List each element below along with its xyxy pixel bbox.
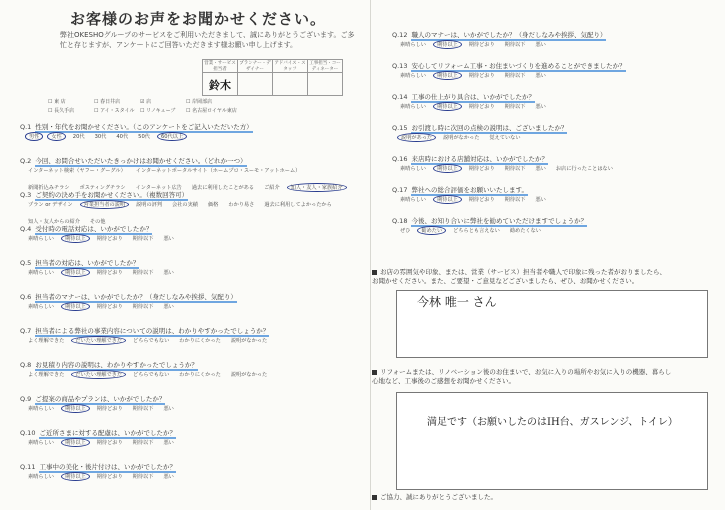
answer-option[interactable]: 期待以下 [504, 73, 526, 79]
question-text: 受付時の電話対応は、いかがでしたか？ [35, 225, 153, 233]
question-number: Q.13 [392, 62, 408, 70]
answer-option[interactable]: 期待どおり [468, 104, 495, 110]
question-q6 [20, 292, 237, 301]
answer-option[interactable]: 覚えていない [489, 135, 521, 141]
question-number: Q.18 [392, 217, 408, 225]
answer-option[interactable]: 悪い [535, 42, 546, 48]
store-option[interactable]: ☐ 長久手店 [48, 108, 75, 114]
answer-option[interactable]: 勧めたい [417, 226, 446, 235]
answer-options [28, 133, 184, 140]
answer-option[interactable]: 素晴らしい [28, 304, 54, 310]
answer-option[interactable]: 期待以下 [504, 42, 526, 48]
question-q11 [20, 462, 176, 471]
question-number: Q.16 [392, 155, 408, 163]
answer-option[interactable]: 期待どおり [96, 304, 123, 310]
answer-option[interactable]: わかり易さ [228, 202, 255, 208]
question-text: 来店時における店舗対応は、いかがでしたか？ [411, 155, 548, 163]
answer-option[interactable]: だいたい理解できた [71, 336, 126, 345]
answer-option[interactable]: 会社の実績 [172, 202, 198, 208]
answer-options [28, 201, 348, 225]
answer-options [28, 371, 267, 378]
question-q7 [20, 326, 269, 335]
answer-option[interactable]: 期待どおり [468, 166, 495, 172]
answer-option[interactable]: 営業担当者の説明 [80, 200, 130, 209]
answer-option[interactable]: 期待以下 [132, 474, 154, 480]
answer-option[interactable]: 50代 [138, 134, 150, 140]
question-q5 [20, 258, 139, 267]
answer-option[interactable]: ご紹介 [264, 185, 280, 191]
staff-header-planner: プランナー・デザイナー [239, 61, 271, 72]
answer-option[interactable]: 素晴らしい [400, 73, 426, 79]
answer-option[interactable]: 悪い [163, 304, 174, 310]
question-q9 [20, 394, 165, 403]
answer-option[interactable]: 素晴らしい [28, 474, 54, 480]
answer-option[interactable]: 期待以下 [132, 270, 154, 276]
question-q2 [20, 156, 247, 165]
answer-options [28, 337, 267, 344]
answer-option[interactable]: 価格 [207, 202, 219, 208]
answer-option[interactable]: 悪い [163, 440, 174, 446]
answer-option[interactable]: よく理解できた [28, 338, 65, 344]
answer-option[interactable]: 期待以上 [433, 164, 462, 173]
store-option[interactable]: ☐ 東 店 [48, 99, 66, 105]
question-text: 弊社への総合評価をお願いいたします。 [411, 186, 528, 194]
question-text: 安心してリフォーム工事・お住まいづくりを進めることができましたか？ [411, 62, 626, 70]
answer-options [28, 269, 174, 276]
answer-option[interactable]: 過去に利用したことがある [191, 185, 255, 191]
answer-option[interactable]: プラン or デザイン [28, 202, 73, 208]
answer-option[interactable]: 期待以上 [61, 472, 90, 481]
store-option[interactable]: ☐ 名古屋ロイヤル東店 [186, 108, 237, 114]
answer-options [400, 227, 541, 234]
answer-options [400, 165, 613, 172]
answer-option[interactable]: 悪い [163, 406, 174, 412]
answer-option[interactable]: 知人・友人からの紹介 [28, 219, 80, 225]
answer-option[interactable]: 素晴らしい [400, 197, 426, 203]
staff-header-sales: 営業・サービス担当者 [204, 61, 236, 72]
answer-option[interactable]: 悪い [163, 236, 174, 242]
answer-option[interactable]: 悪い [535, 166, 546, 172]
question-q3 [20, 190, 188, 199]
answer-option[interactable]: 期待どおり [96, 474, 123, 480]
comment2-box[interactable] [396, 392, 708, 490]
answer-option[interactable]: 素晴らしい [28, 440, 54, 446]
answer-option[interactable]: 60代以上 [157, 132, 187, 141]
answer-options [400, 41, 546, 48]
answer-options [400, 196, 546, 203]
answer-option[interactable]: 説明がなかった [230, 338, 268, 344]
page-title: お客様のお声をお聞かせください。 [70, 10, 327, 28]
comment1-handwriting: 今林 唯一 さん [417, 295, 497, 309]
answer-option[interactable]: 期待どおり [468, 197, 495, 203]
comment1-heading: お店の雰囲気や印象、または、営業（サービス）担当者や職人で印象に残った者がおりましたら、お聞かせください。また、ご要望・ご意見などございましたら、ぜひ、お聞かせください。 [372, 268, 666, 285]
answer-options [28, 439, 174, 446]
answer-options [28, 167, 348, 191]
answer-option[interactable]: お店に行ったことはない [555, 166, 613, 172]
question-text: 担当者による弊社の事業内容についての説明は、わかりやすかったでしょうか？ [35, 327, 270, 335]
answer-option[interactable]: 新聞折込みチラシ [28, 185, 70, 191]
question-number: Q.10 [20, 429, 36, 437]
intro-text: 弊社OKESHOグループのサービスをご利用いただきまして、誠にありがとうございます。ご多忙と存じますが、アンケートにご回答いただきます様お願い申し上げます。 [60, 31, 355, 49]
answer-option[interactable]: 期待以上 [433, 71, 462, 80]
answer-option[interactable]: 期待以上 [433, 102, 462, 111]
answer-option[interactable]: 期待どおり [96, 270, 123, 276]
answer-option[interactable]: インターネットポータルサイト（ホームプロ・スーモ・アットホーム） [135, 168, 301, 174]
answer-option[interactable]: わかりにくかった [179, 372, 221, 378]
question-q15 [392, 123, 567, 132]
answer-option[interactable]: 30代 [94, 134, 107, 140]
store-checkboxes [48, 97, 237, 115]
store-option[interactable]: ☐ 春日井店 [94, 99, 121, 105]
question-number: Q.7 [20, 327, 32, 335]
answer-option[interactable]: 期待以下 [132, 304, 154, 310]
answer-options [400, 103, 546, 110]
question-q12 [392, 30, 606, 39]
question-text: ご契約の決め手をお聞かせください。（複数回答可） [35, 191, 189, 199]
answer-option[interactable]: 素晴らしい [400, 166, 426, 172]
footer-thanks: ご協力、誠にありがとうございました。 [372, 492, 497, 501]
answer-option[interactable]: ポスティングチラシ [79, 185, 126, 191]
answer-option[interactable]: 期待どおり [96, 236, 123, 242]
answer-options [400, 72, 546, 79]
answer-option[interactable]: 過去に利用してよかったから [264, 202, 332, 208]
answer-option[interactable]: 知人・友人・家族紹介 [287, 183, 347, 192]
question-text: お見積り内容の説明は、わかりやすかったでしょうか？ [35, 361, 198, 369]
answer-option[interactable]: 期待以下 [132, 440, 154, 446]
comment2-handwriting: 満足です（お願いしたのはIH台、ガスレンジ、トイレ） [427, 417, 678, 428]
answer-option[interactable]: 説明があった [397, 133, 436, 142]
answer-option[interactable]: 期待以上 [61, 234, 90, 243]
question-text: お引渡し時に次回の点検の説明は、ございましたか？ [411, 124, 568, 132]
question-text: 今後、お知り合いに弊社を勧めていただけますでしょうか？ [411, 217, 588, 225]
question-number: Q.9 [20, 395, 32, 403]
answer-option[interactable]: 素晴らしい [400, 42, 426, 48]
answer-option[interactable]: 説明の評判 [136, 202, 163, 208]
answer-options [400, 134, 521, 141]
answer-option[interactable]: 勧めたくない [509, 228, 541, 234]
answer-option[interactable]: だいたい理解できた [71, 370, 126, 379]
staff-header-advisor: アドバイス・スタッフ [274, 61, 306, 72]
question-text: 職人のマナーは、いかがでしたか？（身だしなみや挨拶、気配り） [411, 31, 607, 39]
staff-sig-construction[interactable] [308, 73, 343, 96]
answer-option[interactable]: 悪い [535, 73, 546, 79]
answer-option[interactable]: 期待どおり [468, 42, 495, 48]
question-number: Q.4 [20, 225, 32, 233]
answer-option[interactable]: 女性 [47, 132, 65, 141]
answer-option[interactable]: 期待以下 [504, 104, 526, 110]
staff-header-construction: 工事担当・コーディネーター [309, 61, 341, 72]
answer-option[interactable]: 期待以上 [61, 404, 90, 413]
answer-options [28, 473, 174, 480]
answer-option[interactable]: 悪い [535, 197, 546, 203]
answer-option[interactable]: その他 [89, 219, 106, 225]
question-q10 [20, 428, 176, 437]
question-text: ご提案の商品やプランは、いかがでしたか？ [35, 395, 166, 403]
page-fold-line [370, 0, 371, 510]
question-q17 [392, 185, 528, 194]
answer-option[interactable]: 期待以上 [61, 302, 90, 311]
answer-option[interactable]: 期待どおり [96, 440, 123, 446]
answer-option[interactable]: 素晴らしい [28, 406, 54, 412]
answer-option[interactable]: どちらとも言えない [453, 228, 500, 234]
question-number: Q.15 [392, 124, 408, 132]
bullet-square-icon [372, 370, 377, 375]
question-text: 担当者の対応は、いかがでしたか？ [35, 259, 140, 267]
question-number: Q.6 [20, 293, 32, 301]
comment2-heading: リフォームまたは、リノベーション後のお住まいで、お気に入りの場所やお気に入りの機器、暮らし心地など、工事後のご感想をお聞かせください。 [372, 368, 672, 385]
answer-option[interactable]: わかりにくかった [179, 338, 221, 344]
question-number: Q.8 [20, 361, 32, 369]
question-q16 [392, 154, 548, 163]
answer-option[interactable]: 素晴らしい [28, 270, 54, 276]
question-number: Q.1 [20, 123, 32, 131]
staff-signature-table [202, 59, 343, 96]
question-text: 担当者のマナーは、いかがでしたか？（身だしなみや挨拶、気配り） [35, 293, 237, 301]
store-option[interactable]: ☐ 岸岡部店 [186, 99, 213, 105]
question-q13 [392, 61, 626, 70]
bullet-square-icon [372, 495, 377, 500]
answer-option[interactable]: 期待以上 [433, 195, 462, 204]
answer-option[interactable]: よく理解できた [28, 372, 65, 378]
answer-option[interactable]: 期待どおり [468, 73, 495, 79]
signature-stamp: 鈴木 [209, 79, 231, 92]
answer-option[interactable]: 20代 [72, 134, 85, 140]
answer-options [28, 405, 174, 412]
answer-option[interactable]: 説明がなかった [443, 135, 480, 141]
question-number: Q.14 [392, 93, 408, 101]
staff-sig-planner[interactable] [238, 73, 273, 96]
staff-sig-advisor[interactable] [273, 73, 308, 96]
answer-option[interactable]: 期待以下 [132, 406, 154, 412]
answer-option[interactable]: どちらでもない [133, 338, 170, 344]
answer-option[interactable]: 期待以下 [504, 166, 526, 172]
question-number: Q.11 [20, 463, 36, 471]
question-q8 [20, 360, 198, 369]
question-q14 [392, 92, 535, 101]
question-number: Q.2 [20, 157, 32, 165]
staff-sig-sales[interactable] [203, 73, 238, 96]
answer-option[interactable]: ぜひ [400, 228, 411, 234]
store-option[interactable]: ☐ アイ・スタイル [94, 108, 135, 114]
answer-option[interactable]: 説明がなかった [230, 372, 268, 378]
store-option[interactable]: ☑ 店 [140, 99, 152, 105]
answer-option[interactable]: 悪い [535, 104, 546, 110]
answer-option[interactable]: 素晴らしい [28, 236, 54, 242]
question-number: Q.3 [20, 191, 32, 199]
answer-options [28, 235, 174, 242]
question-q18 [392, 216, 587, 225]
question-text: 工事の仕上がり具合は、いかがでしたか？ [411, 93, 535, 101]
answer-option[interactable]: 40代 [116, 134, 129, 140]
question-text: 工事中の美化・後片付けは、いかがでしたか？ [39, 463, 176, 471]
answer-option[interactable]: 期待以下 [504, 197, 526, 203]
answer-option[interactable]: 期待以上 [61, 438, 90, 447]
store-option[interactable]: ☐ リノキューブ [140, 108, 176, 114]
question-number: Q.12 [392, 31, 408, 39]
answer-option[interactable]: 男性 [25, 132, 43, 141]
question-text: 性別・年代をお聞かせください。（このアンケートをご記入いただいた方） [35, 123, 253, 131]
answer-option[interactable]: 期待どおり [96, 406, 123, 412]
question-number: Q.5 [20, 259, 32, 267]
answer-option[interactable]: インターネット広告 [135, 185, 182, 191]
bullet-square-icon [372, 270, 377, 275]
answer-option[interactable]: 期待以下 [132, 236, 154, 242]
answer-options [28, 303, 174, 310]
question-number: Q.17 [392, 186, 408, 194]
answer-option[interactable]: 悪い [163, 270, 174, 276]
answer-option[interactable]: インターネット検索（ヤフー・グーグル） [28, 168, 126, 174]
question-q4 [20, 224, 152, 233]
answer-option[interactable]: どちらでもない [133, 372, 170, 378]
answer-option[interactable]: 期待以上 [433, 40, 462, 49]
question-text: ご近所さまに対する配慮は、いかがでしたか？ [39, 429, 176, 437]
answer-option[interactable]: 素晴らしい [400, 104, 426, 110]
answer-option[interactable]: 期待以上 [61, 268, 90, 277]
comment1-box[interactable] [396, 290, 708, 358]
question-text: 今回、お問合せいただいたきっかけはお聞かせください。（どれか一つ） [35, 157, 247, 165]
answer-option[interactable]: 悪い [163, 474, 174, 480]
question-q1 [20, 122, 253, 131]
